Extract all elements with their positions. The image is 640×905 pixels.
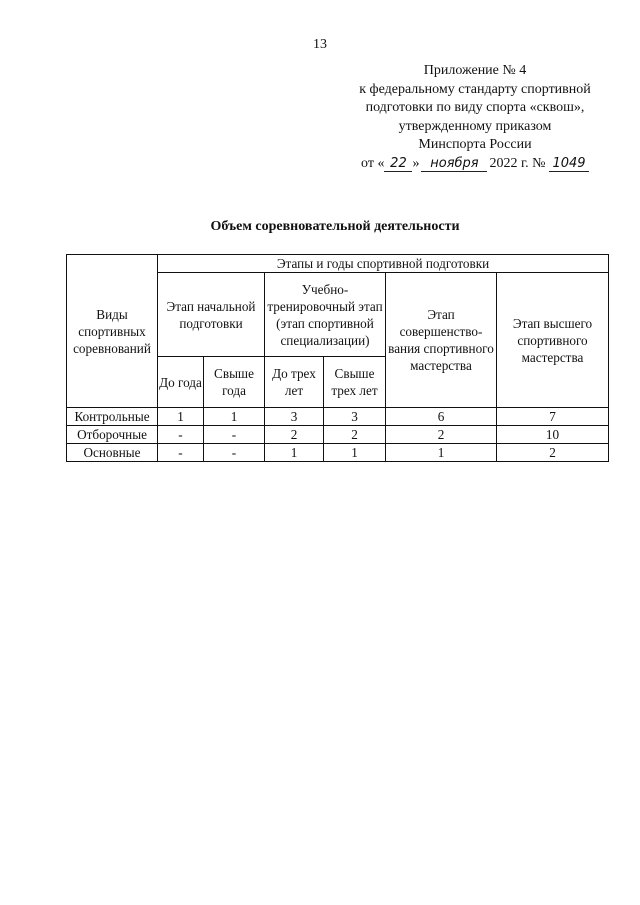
- appendix-date-line: [330, 155, 620, 174]
- row-label-control: Контрольные: [67, 408, 158, 426]
- appendix-line-2: к федеральному стандарту спортивной: [359, 81, 591, 97]
- table-cell: 6: [386, 408, 497, 426]
- header-stage-improvement: Этап совершенство-вания спортивного мастерства: [386, 273, 497, 408]
- table-cell: 2: [386, 426, 497, 444]
- handwritten-month: ноября: [421, 157, 487, 172]
- table-cell: 3: [324, 408, 386, 426]
- table-cell: 10: [497, 426, 609, 444]
- table-cell: 2: [497, 444, 609, 462]
- table-cell: 1: [386, 444, 497, 462]
- table-cell: 2: [265, 426, 324, 444]
- subheader-training-over-three-years: Свыше трех лет: [324, 357, 386, 408]
- competition-volume-table: [66, 254, 609, 462]
- table-cell: 1: [265, 444, 324, 462]
- handwritten-day: 22: [384, 157, 412, 172]
- handwritten-order-number: 1049: [549, 157, 589, 172]
- date-year: 2022 г. №: [489, 155, 546, 171]
- header-stage-higher-mastery: Этап высшего спортивного мастерства: [497, 273, 609, 408]
- appendix-header: [330, 62, 620, 174]
- header-stage-initial: Этап начальной подготовки: [158, 273, 265, 357]
- table-cell: -: [158, 444, 204, 462]
- header-competition-types: Виды спортивных соревнований: [67, 255, 158, 408]
- row-label-main: Основные: [67, 444, 158, 462]
- appendix-line-3: подготовки по виду спорта «сквош»,: [365, 100, 585, 116]
- header-stages-years: Этапы и годы спортивной подготовки: [158, 255, 609, 273]
- document-title: Объем соревновательной деятельности: [210, 219, 460, 234]
- table-row: [67, 444, 609, 462]
- subheader-initial-up-to-year: До года: [158, 357, 204, 408]
- subheader-initial-over-year: Свыше года: [204, 357, 265, 408]
- date-prefix: от «: [361, 155, 385, 171]
- page-number: 13: [313, 37, 327, 52]
- date-mid: »: [412, 155, 420, 171]
- table-row: [67, 426, 609, 444]
- table-cell: 3: [265, 408, 324, 426]
- table-cell: -: [204, 426, 265, 444]
- appendix-line-4: утвержденному приказом: [398, 118, 552, 134]
- table-cell: 1: [324, 444, 386, 462]
- table-cell: 2: [324, 426, 386, 444]
- appendix-line-5: Минспорта России: [418, 137, 532, 153]
- table-cell: 1: [204, 408, 265, 426]
- table-row: [67, 408, 609, 426]
- header-stage-training: Учебно-тренировочный этап (этап спортивной специализации): [265, 273, 386, 357]
- row-label-qualifying: Отборочные: [67, 426, 158, 444]
- table-cell: -: [204, 444, 265, 462]
- table-cell: -: [158, 426, 204, 444]
- appendix-line-1: Приложение № 4: [423, 63, 527, 78]
- table-cell: 1: [158, 408, 204, 426]
- table-cell: 7: [497, 408, 609, 426]
- subheader-training-up-to-three-years: До трех лет: [265, 357, 324, 408]
